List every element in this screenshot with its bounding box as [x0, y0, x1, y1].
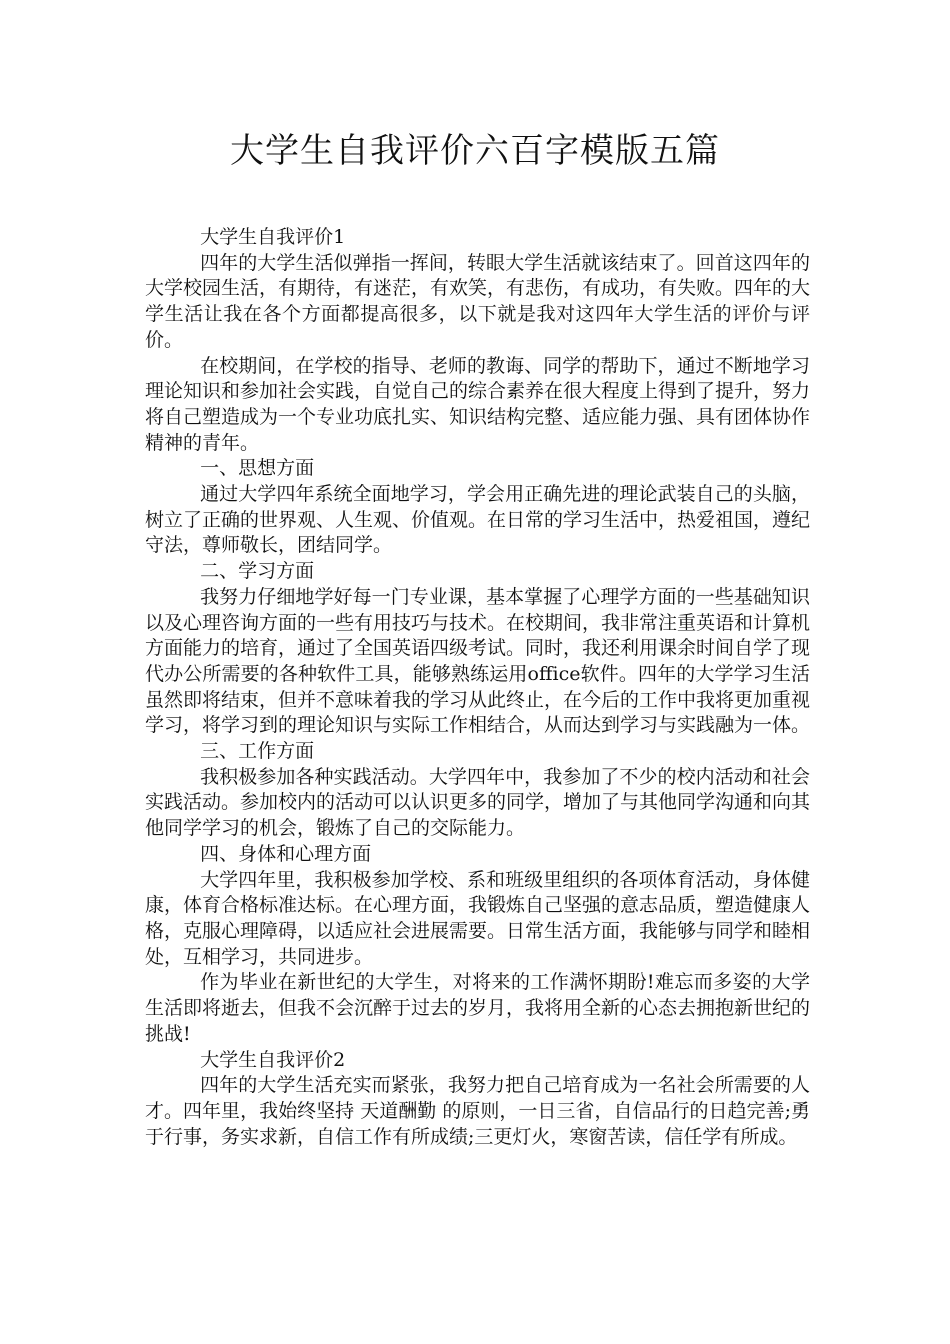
subsection-heading: 四、身体和心理方面	[200, 842, 372, 865]
section-heading: 大学生自我评价1	[200, 226, 346, 248]
document-body	[145, 225, 810, 1150]
paragraph: 我积极参加各种实践活动。大学四年中，我参加了不少的校内活动和社会实践活动。参加校内的活动可以认识更多的同学，增加了与其他同学沟通和向其他同学学习的机会，锻炼了自己的交际能力。	[145, 765, 811, 840]
paragraph: 大学四年里，我积极参加学校、系和班级里组织的各项体育活动，身体健康，体育合格标准达标。在心理方面，我锻炼自己坚强的意志品质，塑造健康人格，克服心理障碍，以适应社会进展需要。日常生活方面，我能够与同学和睦相处，互相学习，共同进步。	[145, 868, 811, 968]
paragraph: 通过大学四年系统全面地学习，学会用正确先进的理论武装自己的头脑，树立了正确的世界观、人生观、价值观。在日常的学习生活中，热爱祖国，遵纪守法，尊师敬长，团结同学。	[145, 483, 811, 557]
subsection-heading: 三、工作方面	[200, 740, 315, 763]
subsection-heading: 一、思想方面	[200, 457, 315, 480]
paragraph: 我努力仔细地学好每一门专业课，基本掌握了心理学方面的一些基础知识以及心理咨询方面的一些有用技巧与技术。在校期间，我非常注重英语和计算机方面能力的培育，通过了全国英语四级考试。同时，我还利用课余时间自学了现代办公所需要的各种软件工具，能够熟练运用office软件。四年的大学学习生活虽然即将结束，但并不意味着我的学习从此终止，在今后的工作中我将更加重视学习，将学习到的理论知识与实际工作相结合，从而达到学习与实践融为一体。	[145, 585, 811, 737]
section-heading: 大学生自我评价2	[200, 1048, 346, 1071]
paragraph: 四年的大学生活充实而紧张，我努力把自己培育成为一名社会所需要的人才。四年里，我始终坚持 天道酬勤 的原则，一日三省，自信品行的日趋完善;勇于行事，务实求新，自信工作有所成绩;三更灯火，寒窗苦读，信任学有所成。	[145, 1074, 810, 1148]
paragraph: 在校期间，在学校的指导、老师的教诲、同学的帮助下，通过不断地学习理论知识和参加社会实践，自觉自己的综合素养在很大程度上得到了提升，努力将自己塑造成为一个专业功底扎实、知识结构完整、适应能力强、具有团体协作精神的青年。	[145, 354, 811, 454]
document-title: 大学生自我评价六百字模版五篇	[230, 131, 720, 171]
paragraph: 作为毕业在新世纪的大学生，对将来的工作满怀期盼!难忘而多姿的大学生活即将逝去，但我不会沉醉于过去的岁月，我将用全新的心态去拥抱新世纪的挑战!	[145, 971, 811, 1045]
subsection-heading: 二、学习方面	[200, 560, 315, 583]
paragraph: 四年的大学生活似弹指一挥间，转眼大学生活就该结束了。回首这四年的大学校园生活，有期待，有迷茫，有欢笑，有悲伤，有成功，有失败。四年的大学生活让我在各个方面都提高很多，以下就是我对这四年大学生活的评价与评价。	[145, 251, 811, 351]
